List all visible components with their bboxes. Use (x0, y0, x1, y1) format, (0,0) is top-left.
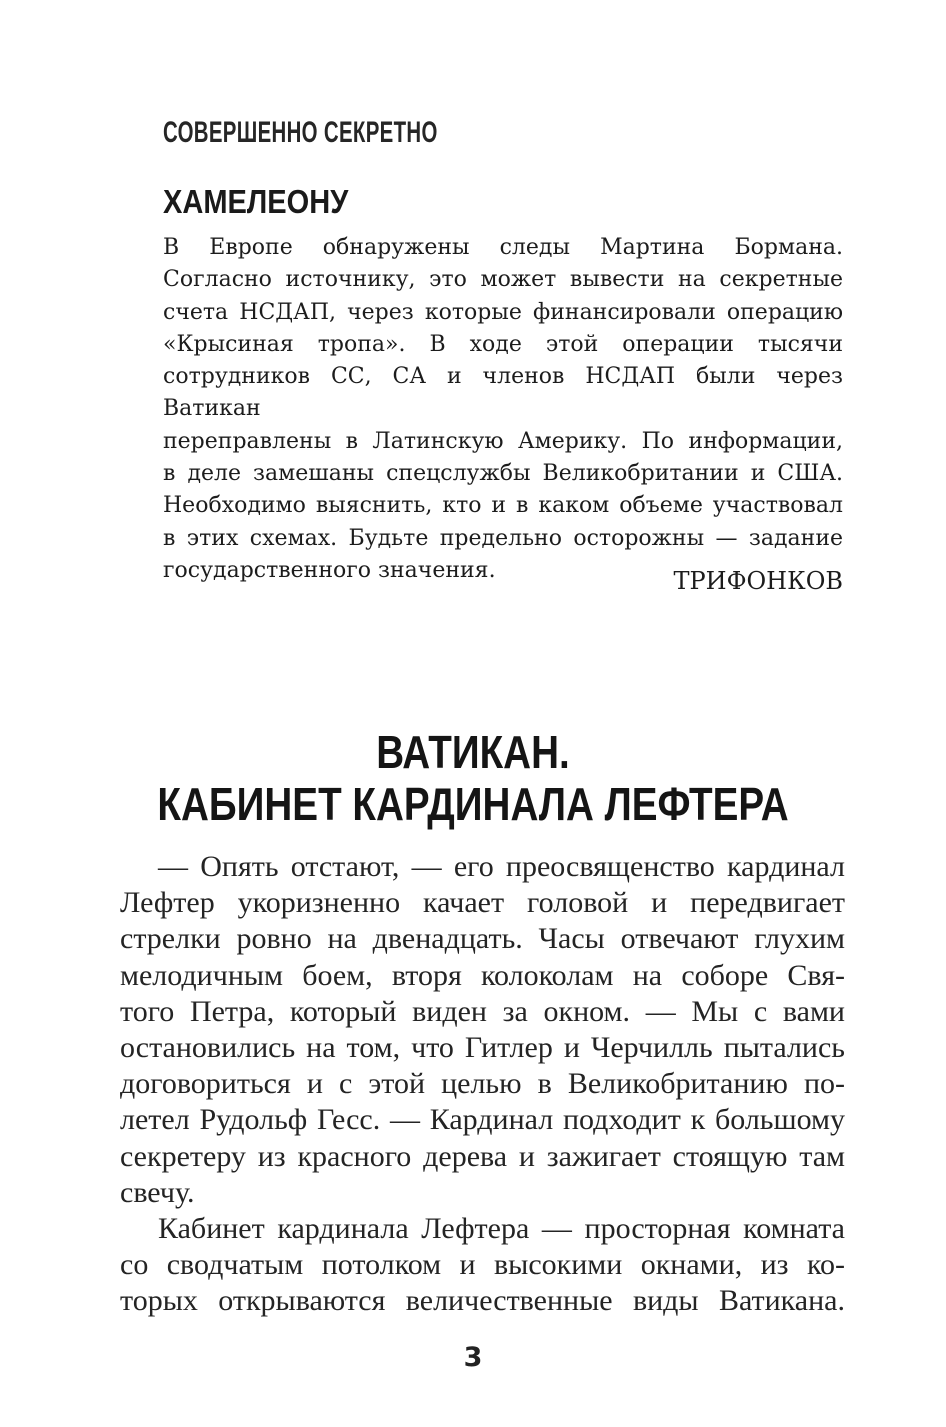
telegram-line: в этих схемах. Будьте предельно осторожны — задание (163, 525, 843, 551)
telegram-line: В Европе обнаружены следы Мартина Бормана. (163, 235, 843, 260)
chapter-body (120, 849, 845, 1320)
body-line: остановились на том, что Гитлер и Черчилль пытались (120, 1031, 845, 1065)
body-line: Кабинет кардинала Лефтера — просторная комната (158, 1212, 845, 1246)
telegram-line: «Крысиная тропа». В ходе этой операции тысячи (163, 331, 843, 357)
telegram-text (163, 232, 843, 587)
telegram-line: государственного значения. (163, 557, 496, 583)
telegram-line: в деле замешаны спецслужбы Великобритании и США. (163, 461, 843, 487)
body-line: — Опять отстают, — его преосвященство кардинал (158, 850, 845, 883)
telegram-line: Согласно источнику, это может вывести на секретные (163, 267, 843, 293)
body-line: того Петра, который виден за окном. — Мы с вами (120, 994, 845, 1028)
body-line: стрелки ровно на двенадцать. Часы отвечают глухим (120, 922, 845, 956)
chapter-title-line1: ВАТИКАН. (376, 726, 570, 778)
body-line: договориться и с этой целью в Великобританию по- (120, 1067, 845, 1101)
page-number: 3 (463, 1342, 483, 1373)
telegram-line: сотрудников СС, СА и членов НСДАП были через Ватикан (163, 364, 843, 422)
chapter-title-line2: КАБИНЕТ КАРДИНАЛА ЛЕФТЕРА (157, 778, 789, 830)
chapter-title (76, 726, 871, 830)
body-line: секретеру из красного дерева и зажигает стоящую там (120, 1139, 845, 1173)
telegram-addressee: ХАМЕЛЕОНУ (163, 183, 349, 220)
body-line: летел Рудольф Гесс. — Кардинал подходит к большому (120, 1103, 845, 1137)
body-line: Лефтер укоризненно качает головой и передвигает (120, 886, 845, 920)
telegram-line: Необходимо выяснить, кто и в каком объеме участвовал (163, 493, 843, 519)
telegram-line: переправлены в Латинскую Америку. По информации, (163, 428, 843, 454)
body-line: мелодичным боем, вторя колоколам на соборе Свя- (120, 958, 845, 992)
body-line: со сводчатым потолком и высокими окнами, из ко- (120, 1248, 845, 1282)
body-line: торых открываются величественные виды Ватикана. (120, 1284, 845, 1318)
body-line: свечу. (120, 1175, 195, 1209)
classification-label: СОВЕРШЕННО СЕКРЕТНО (163, 116, 438, 149)
telegram-line: счета НСДАП, через которые финансировали операцию (163, 299, 843, 325)
telegram-signature: ТРИФОНКОВ (673, 567, 843, 595)
